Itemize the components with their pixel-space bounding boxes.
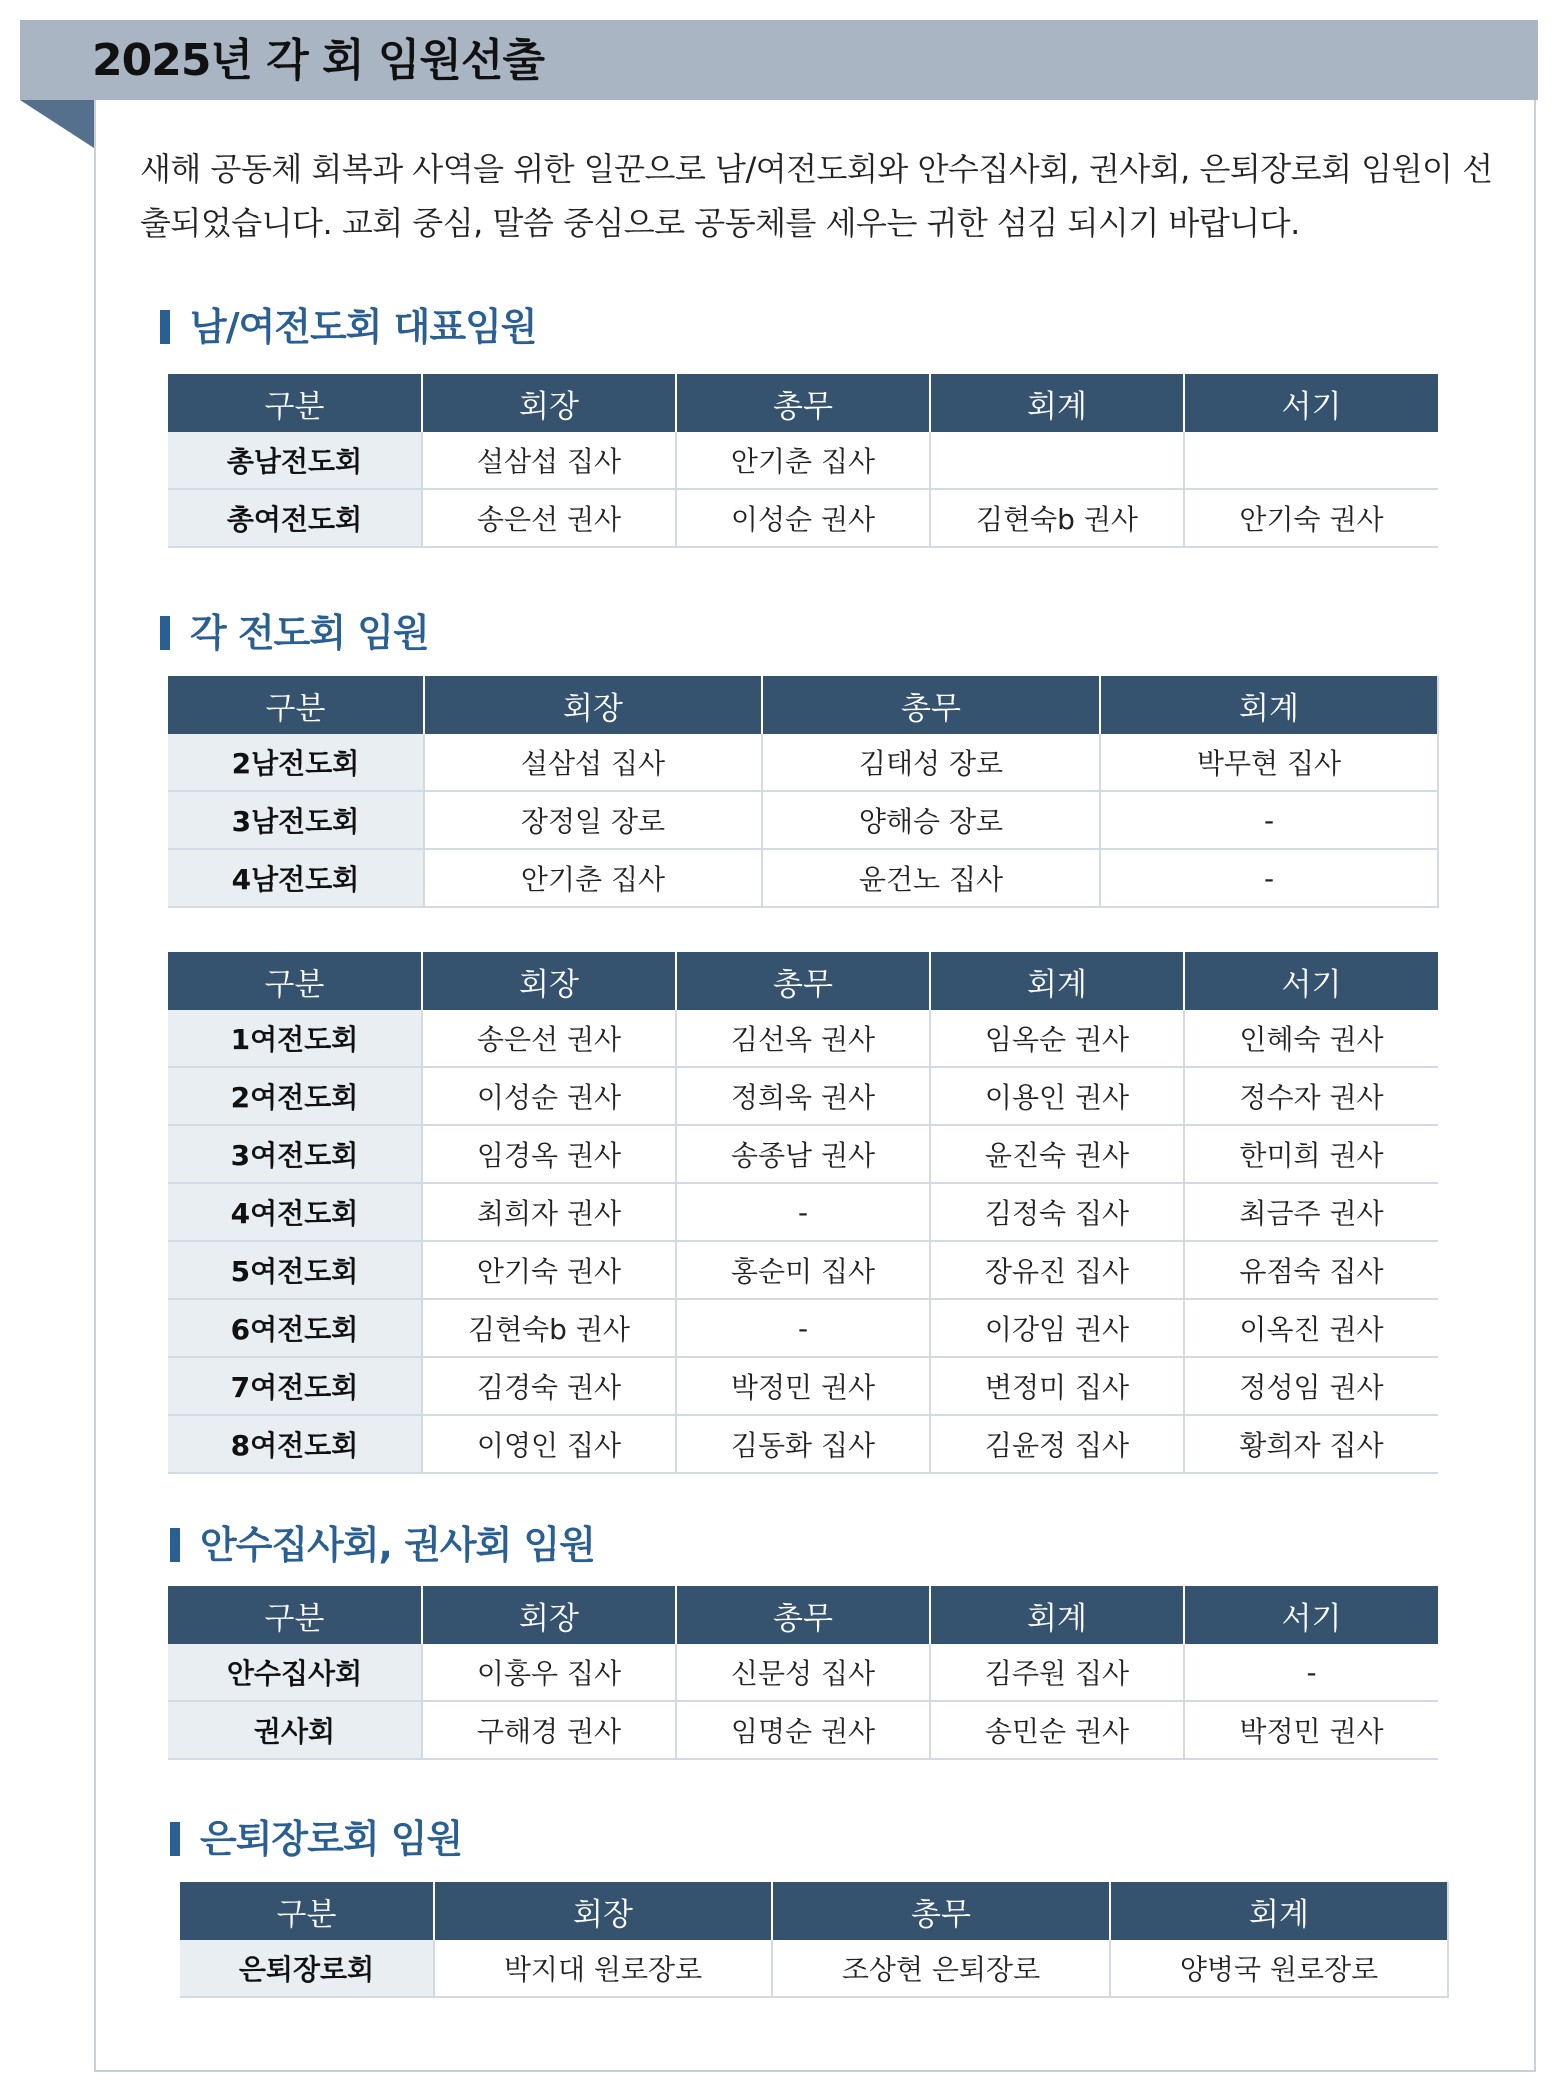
table-cell: 박지대 원로장로 [434,1940,772,1997]
table-cell: 이영인 집사 [422,1415,676,1473]
row-header-cell: 8여전도회 [168,1415,422,1473]
table-row [168,734,1438,791]
table-cell: 정성임 권사 [1184,1357,1438,1415]
table-cell: - [1100,849,1438,907]
table-row [168,1183,1438,1241]
table-cell: - [676,1299,930,1357]
table-cell: 최금주 권사 [1184,1183,1438,1241]
row-header-cell: 총남전도회 [168,432,422,489]
column-header: 구분 [168,952,422,1010]
column-header: 회계 [930,1586,1184,1644]
column-header: 회장 [434,1882,772,1940]
table-cell: 양해승 장로 [762,791,1100,849]
row-header-cell: 1여전도회 [168,1010,422,1067]
table-cell: 박정민 권사 [1184,1701,1438,1759]
table-cell: 유점숙 집사 [1184,1241,1438,1299]
table-row [168,1125,1438,1183]
column-header: 서기 [1184,952,1438,1010]
row-header-cell: 5여전도회 [168,1241,422,1299]
table-cell: 안기숙 권사 [422,1241,676,1299]
section-title-each-mission [160,602,429,657]
table-row [168,1010,1438,1067]
table-header-row [180,1882,1448,1940]
table-cell: 양병국 원로장로 [1110,1940,1448,1997]
table-cell: 송민순 권사 [930,1701,1184,1759]
table-header-row [168,952,1438,1010]
table-row [168,432,1438,489]
row-header-cell: 6여전도회 [168,1299,422,1357]
table-row [168,1241,1438,1299]
table-cell: - [1100,791,1438,849]
column-header: 서기 [1184,1586,1438,1644]
page-title: 2025년 각 회 임원선출 [92,35,544,86]
table-cell: 변정미 집사 [930,1357,1184,1415]
row-header-cell: 4남전도회 [168,849,424,907]
section-title-text: 안수집사회, 권사회 임원 [200,1523,595,1567]
header-fold [20,100,94,148]
table-cell: 구해경 권사 [422,1701,676,1759]
section-title-deacons-kwonsa [170,1514,595,1569]
section-title-text: 각 전도회 임원 [190,611,429,655]
table-cell: 정희욱 권사 [676,1067,930,1125]
column-header: 회계 [1100,676,1438,734]
table-cell: 최희자 권사 [422,1183,676,1241]
table-row [168,1701,1438,1759]
table-row [180,1940,1448,1997]
table-cell: 김윤정 집사 [930,1415,1184,1473]
table-cell: 이강임 권사 [930,1299,1184,1357]
row-header-cell: 은퇴장로회 [180,1940,434,1997]
section-marker [170,1822,180,1856]
table-header-row [168,1586,1438,1644]
table-cell: 임명순 권사 [676,1701,930,1759]
table-cell: 김경숙 권사 [422,1357,676,1415]
table-row [168,1644,1438,1701]
table-cell: 황희자 집사 [1184,1415,1438,1473]
table-row [168,1415,1438,1473]
table-header-row [168,374,1438,432]
table-cell: 설삼섭 집사 [424,734,762,791]
column-header: 총무 [676,1586,930,1644]
column-header: 서기 [1184,374,1438,432]
table-cell: 박정민 권사 [676,1357,930,1415]
column-header: 구분 [168,1586,422,1644]
row-header-cell: 2남전도회 [168,734,424,791]
table-cell: 안기춘 집사 [676,432,930,489]
table-row [168,1299,1438,1357]
table-cell: 이홍우 집사 [422,1644,676,1701]
column-header: 회장 [422,374,676,432]
table-cell: 송종남 권사 [676,1125,930,1183]
table-cell: 김현숙b 권사 [930,489,1184,547]
table-cell [930,432,1184,489]
table-cell: 신문성 집사 [676,1644,930,1701]
table-cell: 송은선 권사 [422,489,676,547]
table-cell: - [1184,1644,1438,1701]
table-cell: 이성순 권사 [676,489,930,547]
table-cell: 임경옥 권사 [422,1125,676,1183]
section-title-representatives [160,296,536,351]
table-cell: 이용인 권사 [930,1067,1184,1125]
column-header: 총무 [676,952,930,1010]
table-cell: - [676,1183,930,1241]
row-header-cell: 3남전도회 [168,791,424,849]
table-row [168,489,1438,547]
section-marker [160,616,170,650]
column-header: 회장 [422,952,676,1010]
column-header: 구분 [168,374,422,432]
table-row [168,1067,1438,1125]
table-cell: 윤건노 집사 [762,849,1100,907]
table-cell: 이성순 권사 [422,1067,676,1125]
table-cell: 안기춘 집사 [424,849,762,907]
row-header-cell: 3여전도회 [168,1125,422,1183]
column-header: 회장 [422,1586,676,1644]
table-cell: 김태성 장로 [762,734,1100,791]
table-cell: 김동화 집사 [676,1415,930,1473]
table-cell: 안기숙 권사 [1184,489,1438,547]
column-header: 회계 [1110,1882,1448,1940]
table-cell: 김정숙 집사 [930,1183,1184,1241]
row-header-cell: 안수집사회 [168,1644,422,1701]
row-header-cell: 총여전도회 [168,489,422,547]
table-cell: 장정일 장로 [424,791,762,849]
column-header: 회계 [930,374,1184,432]
table-cell: 임옥순 권사 [930,1010,1184,1067]
table-row [168,791,1438,849]
column-header: 총무 [772,1882,1110,1940]
row-header-cell: 권사회 [168,1701,422,1759]
column-header: 총무 [762,676,1100,734]
table-cell: 김주원 집사 [930,1644,1184,1701]
column-header: 총무 [676,374,930,432]
table-cell: 인혜숙 권사 [1184,1010,1438,1067]
table-cell: 한미희 권사 [1184,1125,1438,1183]
table-cell: 정수자 권사 [1184,1067,1438,1125]
table-cell: 윤진숙 권사 [930,1125,1184,1183]
table-cell: 김현숙b 권사 [422,1299,676,1357]
table-women-missions [168,952,1438,1474]
section-marker [160,310,170,344]
table-cell: 설삼섭 집사 [422,432,676,489]
table-row [168,1357,1438,1415]
table-representatives [168,374,1438,548]
row-header-cell: 2여전도회 [168,1067,422,1125]
table-cell: 장유진 집사 [930,1241,1184,1299]
intro-text: 새해 공동체 회복과 사역을 위한 일꾼으로 남/여전도회와 안수집사회, 권사회, 은퇴장로회 임원이 선출되었습니다. 교회 중심, 말씀 중심으로 공동체를 세우는 귀한 섬김 되시기 바랍니다. [140,150,1493,242]
table-header-row [168,676,1438,734]
section-title-retired-elders [170,1808,462,1863]
section-title-text: 남/여전도회 대표임원 [190,305,537,349]
section-title-text: 은퇴장로회 임원 [200,1817,463,1861]
table-deacons-kwonsa [168,1586,1438,1760]
column-header: 구분 [168,676,424,734]
row-header-cell: 7여전도회 [168,1357,422,1415]
table-cell: 홍순미 집사 [676,1241,930,1299]
table-cell: 박무현 집사 [1100,734,1438,791]
table-cell: 조상현 은퇴장로 [772,1940,1110,1997]
table-cell: 송은선 권사 [422,1010,676,1067]
table-retired-elders [180,1882,1449,1998]
column-header: 구분 [180,1882,434,1940]
table-cell [1184,432,1438,489]
row-header-cell: 4여전도회 [168,1183,422,1241]
section-marker [170,1528,180,1562]
table-cell: 이옥진 권사 [1184,1299,1438,1357]
table-cell: 김선옥 권사 [676,1010,930,1067]
column-header: 회계 [930,952,1184,1010]
table-men-missions [168,676,1439,908]
table-row [168,849,1438,907]
column-header: 회장 [424,676,762,734]
